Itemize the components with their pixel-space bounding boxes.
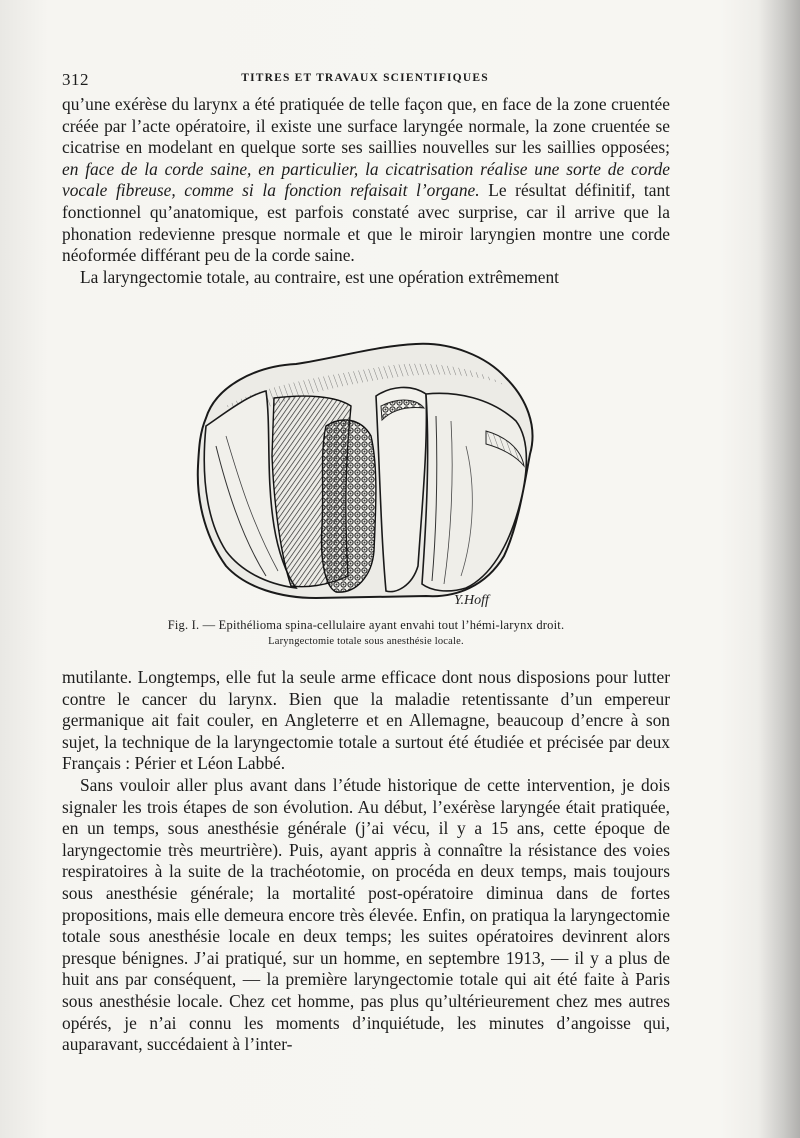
italic-passage: en face de la corde saine, en particulier, la cicatrisation réalise une sorte de corde vocale fibreuse, comme si la fonction refaisait l’organe. [62,158,670,201]
paragraph-laryngectomy-intro: La laryngectomie totale, au contraire, est une opération extrêmement [80,266,559,287]
tumor-mass [322,420,376,592]
paragraph-mutilante: mutilante. Longtemps, elle fut la seule arme efficace dont nous disposions pour lutter contre le cancer du larynx. Bien que la maladie retentissante d’un empereur germanique ait fait couler, en Angleterre et en Allemagne, beaucoup d’encre à son sujet, la technique de la laryngectomie totale a surtout été étudiée et précisée par deux Français : Périer et Léon Labbé. [62,667,670,774]
figure-larynx-illustration [186,336,546,611]
text-block-top [62,94,670,288]
page-edge-shadow [758,0,800,1138]
larynx-specimen-drawing [186,336,546,611]
artist-signature: Y.Hoff [454,593,489,608]
paragraph-continued [62,94,670,267]
running-title: TITRES ET TRAVAUX SCIENTIFIQUES [241,72,489,84]
running-head [62,66,668,90]
text-block-bottom [62,667,670,1056]
figure-subcaption: Laryngectomie totale sous anesthésie locale. [268,636,464,647]
page-number: 312 [62,70,89,89]
paragraph-evolution: Sans vouloir aller plus avant dans l’étude historique de cette intervention, je dois signaler les trois étapes de son évolution. Au début, l’exérèse laryngée était pratiquée, en un temps, sous anesthésie générale (j’ai vécu, il y a 15 ans, cette époque de laryngectomie très meurtrière). Puis, ayant appris à connaître la résistance des voies respiratoires à la suite de la trachéotomie, on procéda en deux temps, mais toujours sous anesthésie générale; la mortalité post-opératoire diminua dans de fortes propositions, mais elle demeura encore très élevée. Enfin, on pratiqua la laryngectomie totale sous anesthésie locale en deux temps; les suites opératoires devinrent alors presque bénignes. J’ai pratiqué, sur un homme, en septembre 1913, — il y a plus de huit ans par conséquent, — la première laryngectomie totale qui ait été faite à Paris sous anesthésie locale. Chez cet homme, pas plus qu’ultérieurement chez mes autres opérés, je n’ai connu les moments d’inquiétude, les minutes d’angoisse qui, auparavant, succédaient à l’inter- [62,774,670,1055]
paragraph-text-end: Le résultat définitif, tant fonctionnel qu’anatomique, est parfois constaté avec surprise, car il arrive que la phonation redevienne presque normale et que le miroir laryngien montre une corde néoformée différant peu de la corde saine. [62,180,670,266]
figure-caption: Fig. I. — Epithélioma spina-cellulaire ayant envahi tout l’hémi-larynx droit. [167,618,565,632]
paragraph-text: qu’une exérèse du larynx a été pratiquée de telle façon que, en face de la zone cruentée créée par l’acte opératoire, il existe une surface laryngée normale, la zone cruentée se cicatrise en modelant en quelque sorte ses saillies nouvelles sur les saillies opposées; [62,94,670,158]
